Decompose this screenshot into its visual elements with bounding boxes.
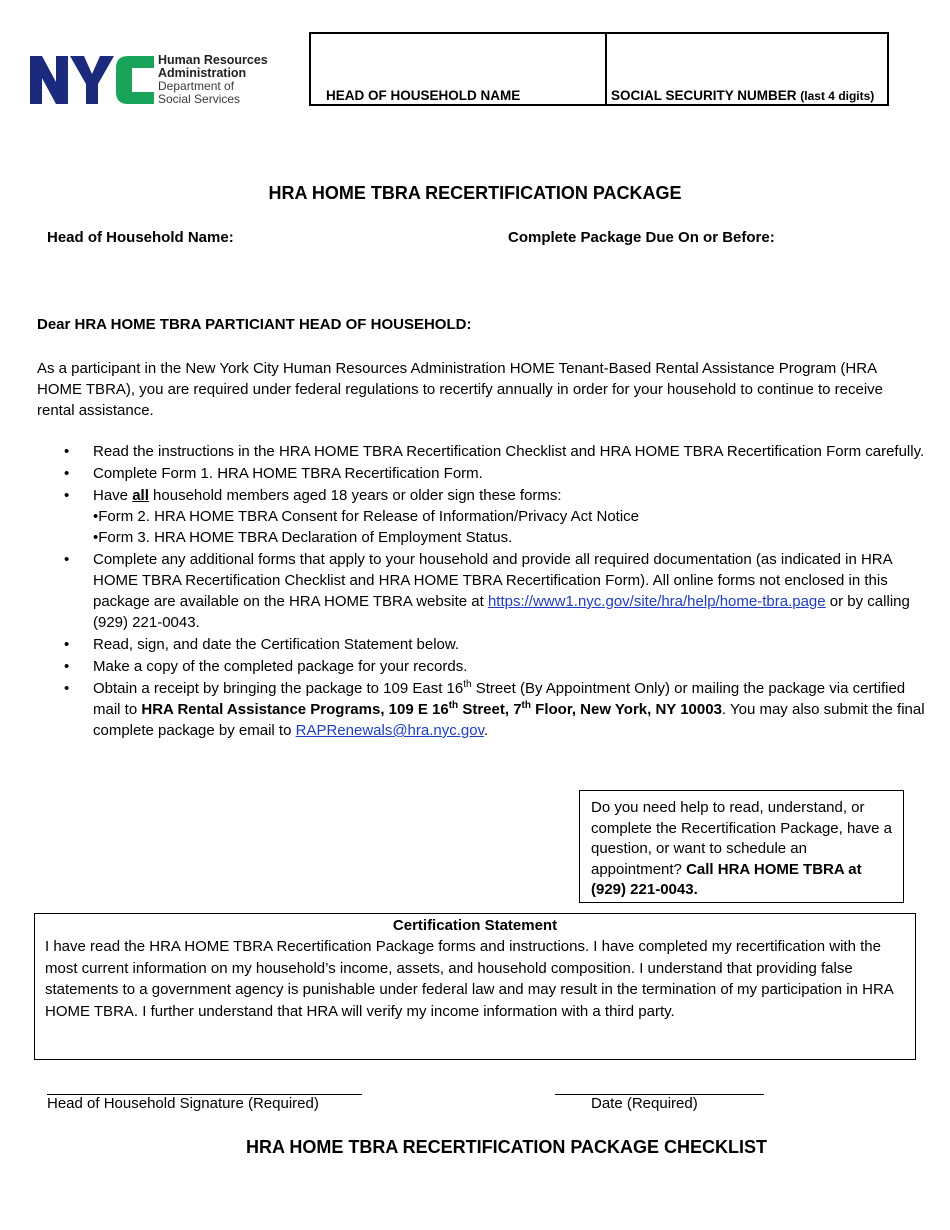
renewals-email-link[interactable]: RAPRenewals@hra.nyc.gov: [295, 722, 484, 739]
logo-line-1: Human Resources: [158, 53, 268, 67]
instructions-list: [37, 441, 927, 742]
list-item: • Have all household members aged 18 years or older sign these forms: •Form 2. HRA HOME TBRA Consent for Release of Information/Privacy Act Notice •Form 3. HRA HOME TBRA Declaration of Employment Status.: [37, 485, 927, 548]
list-item: • Read, sign, and date the Certification Statement below.: [64, 636, 460, 653]
logo-text: [158, 54, 268, 106]
logo-line-3: Department of: [158, 79, 235, 93]
greeting: Dear HRA HOME TBRA PARTICIANT HEAD OF HOUSEHOLD:: [37, 316, 472, 333]
help-phone: Call HRA HOME TBRA at (929) 221-0043.: [591, 860, 862, 898]
list-item: • Complete Form 1. HRA HOME TBRA Recertification Form.: [64, 465, 483, 482]
hoh-name-label: Head of Household Name:: [47, 229, 234, 246]
page-title: HRA HOME TBRA RECERTIFICATION PACKAGE: [268, 183, 682, 203]
certification-title: Certification Statement: [392, 917, 558, 934]
list-item: • Read the instructions in the HRA HOME TBRA Recertification Checklist and HRA HOME TBRA Recertification Form carefully.: [64, 443, 925, 460]
header-divider: [605, 32, 607, 106]
signature-label: Head of Household Signature (Required): [47, 1095, 319, 1112]
intro-paragraph: As a participant in the New York City Human Resources Administration HOME Tenant-Based Rental Assistance Program (HRA HOME TBRA), you are required under federal regulations to recertify annually in order for your household to continue to receive rental assistance.: [37, 360, 884, 419]
head-of-household-name-label: HEAD OF HOUSEHOLD NAME: [326, 88, 521, 103]
certification-box: [34, 913, 916, 1060]
checklist-title: HRA HOME TBRA RECERTIFICATION PACKAGE CHECKLIST: [246, 1137, 767, 1157]
ssn-label: [611, 88, 874, 103]
help-box: [579, 790, 904, 903]
tbra-website-link[interactable]: https://www1.nyc.gov/site/hra/help/home-tbra.page: [487, 593, 826, 610]
form-3-line: •Form 3. HRA HOME TBRA Declaration of Employment Status.: [93, 529, 513, 546]
form-2-line: •Form 2. HRA HOME TBRA Consent for Release of Information/Privacy Act Notice: [93, 508, 640, 525]
certification-body: I have read the HRA HOME TBRA Recertification Package forms and instructions. I have completed my recertification with the most current information on my household’s income, assets, and household composition. I understand that providing false statements to a government agency is punishable under federal law and may result in the termination of my participation in HRA HOME TBRA. I further understand that HRA will verify my income information with a third party.: [45, 938, 893, 1020]
list-item: • Make a copy of the completed package for your records.: [64, 658, 468, 675]
due-date-label: Complete Package Due On or Before:: [508, 229, 775, 246]
ssn-label-suffix: (last 4 digits): [800, 89, 875, 103]
nyc-logo-mark: [30, 56, 154, 104]
list-item: • Complete any additional forms that apply to your household and provide all required documentation (as indicated in HRA HOME TBRA Recertification Checklist and HRA HOME TBRA Recertification Form). All online forms not enclosed in this package are available on the HRA HOME TBRA website at https://www1.nyc.gov/site/hra/help/home-tbra.page or by calling (929) 221-0043.: [64, 551, 910, 631]
logo-line-4: Social Services: [158, 92, 241, 106]
help-text: Do you need help to read, understand, or complete the Recertification Package, have a question, or want to schedule an appointment?: [591, 799, 893, 878]
date-label: Date (Required): [591, 1095, 698, 1112]
logo-line-2: Administration: [158, 66, 247, 80]
ssn-label-main: SOCIAL SECURITY NUMBER: [611, 88, 797, 103]
list-item: • Obtain a receipt by bringing the package to 109 East 16th Street (By Appointment Only) or mailing the package via certified mail to HRA Rental Assistance Programs, 109 E 16th Street, 7th Floor, New York, NY 10003. You may also submit the final complete package by email to RAPRenewals@hra.nyc.gov.: [64, 679, 925, 739]
